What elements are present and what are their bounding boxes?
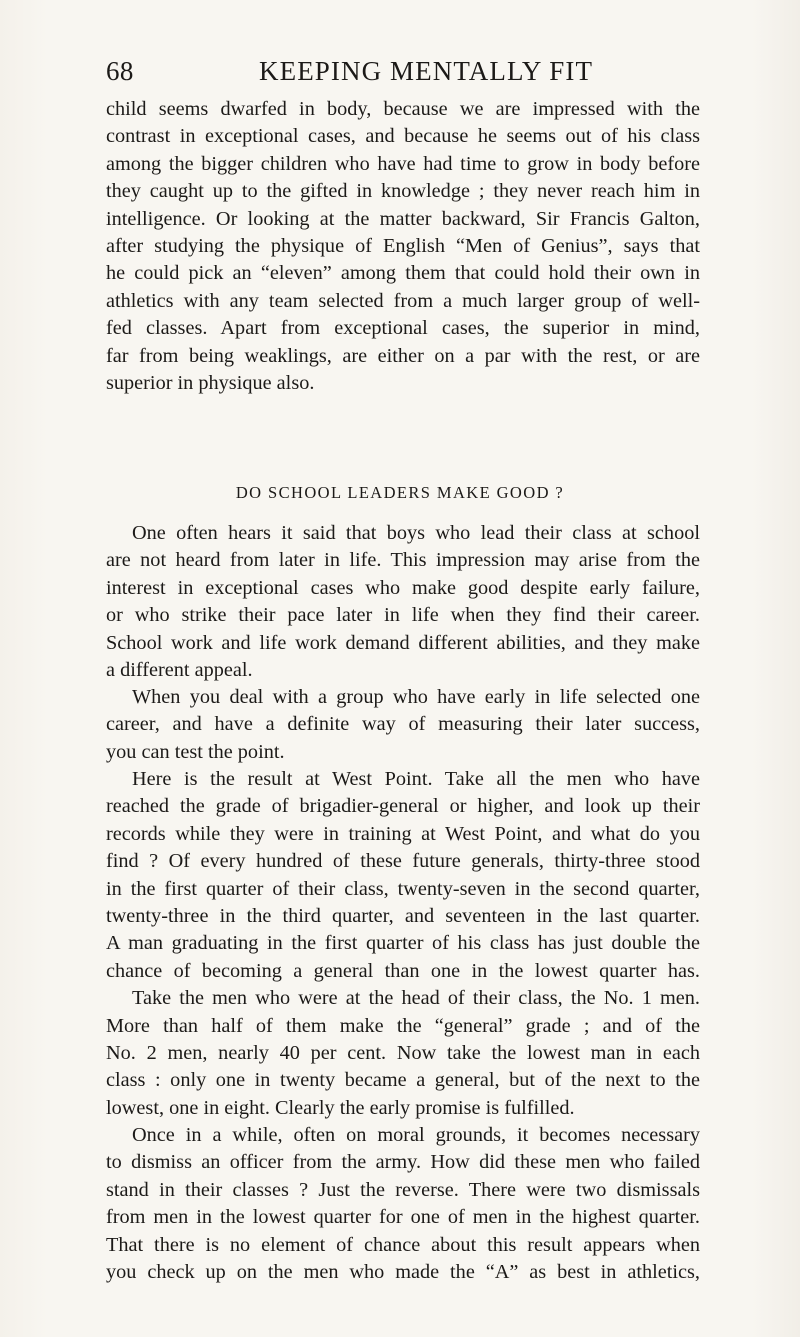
text-line: they caught up to the gifted in knowledge ; they never reach him in xyxy=(106,180,700,203)
text-line: far from being weaklings, are either on a par with the rest, or are xyxy=(106,344,700,367)
text-line: One often hears it said that boys who lead their class at school xyxy=(132,522,700,544)
text-line: stand in their classes ? Just the reverse. There were two dismissals xyxy=(106,1178,700,1201)
text-line: reached the grade of brigadier-general or higher, and look up their xyxy=(106,795,700,818)
text-line: class : only one in twenty became a general, but of the next to the xyxy=(106,1069,700,1092)
text-line: in the first quarter of their class, twenty-seven in the second quarter, xyxy=(106,877,700,900)
text-line: interest in exceptional cases who make good despite early failure, xyxy=(106,576,700,599)
paragraph-3 xyxy=(106,684,700,766)
text-line: career, and have a definite way of measuring their later success, xyxy=(106,713,700,736)
text-line: you can test the point. xyxy=(106,740,285,763)
text-line: More than half of them make the “general” grade ; and of the xyxy=(106,1014,700,1037)
paragraph-5 xyxy=(106,1122,700,1286)
text-line: fed classes. Apart from exceptional cases, the superior in mind, xyxy=(106,317,700,340)
section-heading: DO SCHOOL LEADERS MAKE GOOD ? xyxy=(235,483,565,502)
text-line: after studying the physique of English “Men of Genius”, says that xyxy=(106,234,700,257)
text-line: Take the men who were at the head of their class, the No. 1 men. xyxy=(132,987,700,1010)
text-line: or who strike their pace later in life when they find their career. xyxy=(106,604,700,627)
running-title: KEEPING MENTALLY FIT xyxy=(259,56,594,86)
text-line: contrast in exceptional cases, and because he seems out of his class xyxy=(106,125,700,148)
text-line: That there is no element of chance about this result appears when xyxy=(106,1233,700,1256)
paragraph-1 xyxy=(106,96,700,397)
text-line: you check up on the men who made the “A” as best in athletics, xyxy=(106,1260,700,1283)
paragraph-4 xyxy=(106,766,700,1122)
text-line: to dismiss an officer from the army. How did these men who failed xyxy=(106,1151,700,1174)
page-header xyxy=(106,56,700,90)
text-line: twenty-three in the third quarter, and seventeen in the last quarter. xyxy=(106,904,700,927)
text-line: among the bigger children who have had time to grow in body before xyxy=(106,152,700,175)
text-line: School work and life work demand different abilities, and they make xyxy=(106,631,700,654)
text-line: find ? Of every hundred of these future generals, thirty-three stood xyxy=(106,850,700,873)
text-line: lowest, one in eight. Clearly the early promise is fulfilled. xyxy=(106,1096,575,1119)
text-line: child seems dwarfed in body, because we are impressed with the xyxy=(106,98,700,120)
text-line: are not heard from later in life. This impression may arise from the xyxy=(106,549,700,572)
text-line: No. 2 men, nearly 40 per cent. Now take the lowest man in each xyxy=(106,1041,700,1064)
text-line: intelligence. Or looking at the matter backward, Sir Francis Galton, xyxy=(106,207,700,230)
text-line: When you deal with a group who have early in life selected one xyxy=(132,686,700,708)
text-line: from men in the lowest quarter for one of men in the highest quarter. xyxy=(106,1206,700,1229)
paragraph-2 xyxy=(106,520,700,684)
text-line: chance of becoming a general than one in the lowest quarter has. xyxy=(106,959,700,982)
text-line: a different appeal. xyxy=(106,658,253,681)
text-line: A man graduating in the first quarter of his class has just double the xyxy=(106,932,700,955)
page-number: 68 xyxy=(106,56,134,86)
text-line: Here is the result at West Point. Take all the men who have xyxy=(132,768,700,790)
text-line: Once in a while, often on moral grounds, it becomes necessary xyxy=(132,1124,700,1146)
text-line: records while they were in training at West Point, and what do you xyxy=(106,822,700,845)
text-line: he could pick an “eleven” among them that could hold their own in xyxy=(106,262,700,285)
text-line: athletics with any team selected from a much larger group of well- xyxy=(106,289,700,312)
text-line: superior in physique also. xyxy=(106,371,315,394)
